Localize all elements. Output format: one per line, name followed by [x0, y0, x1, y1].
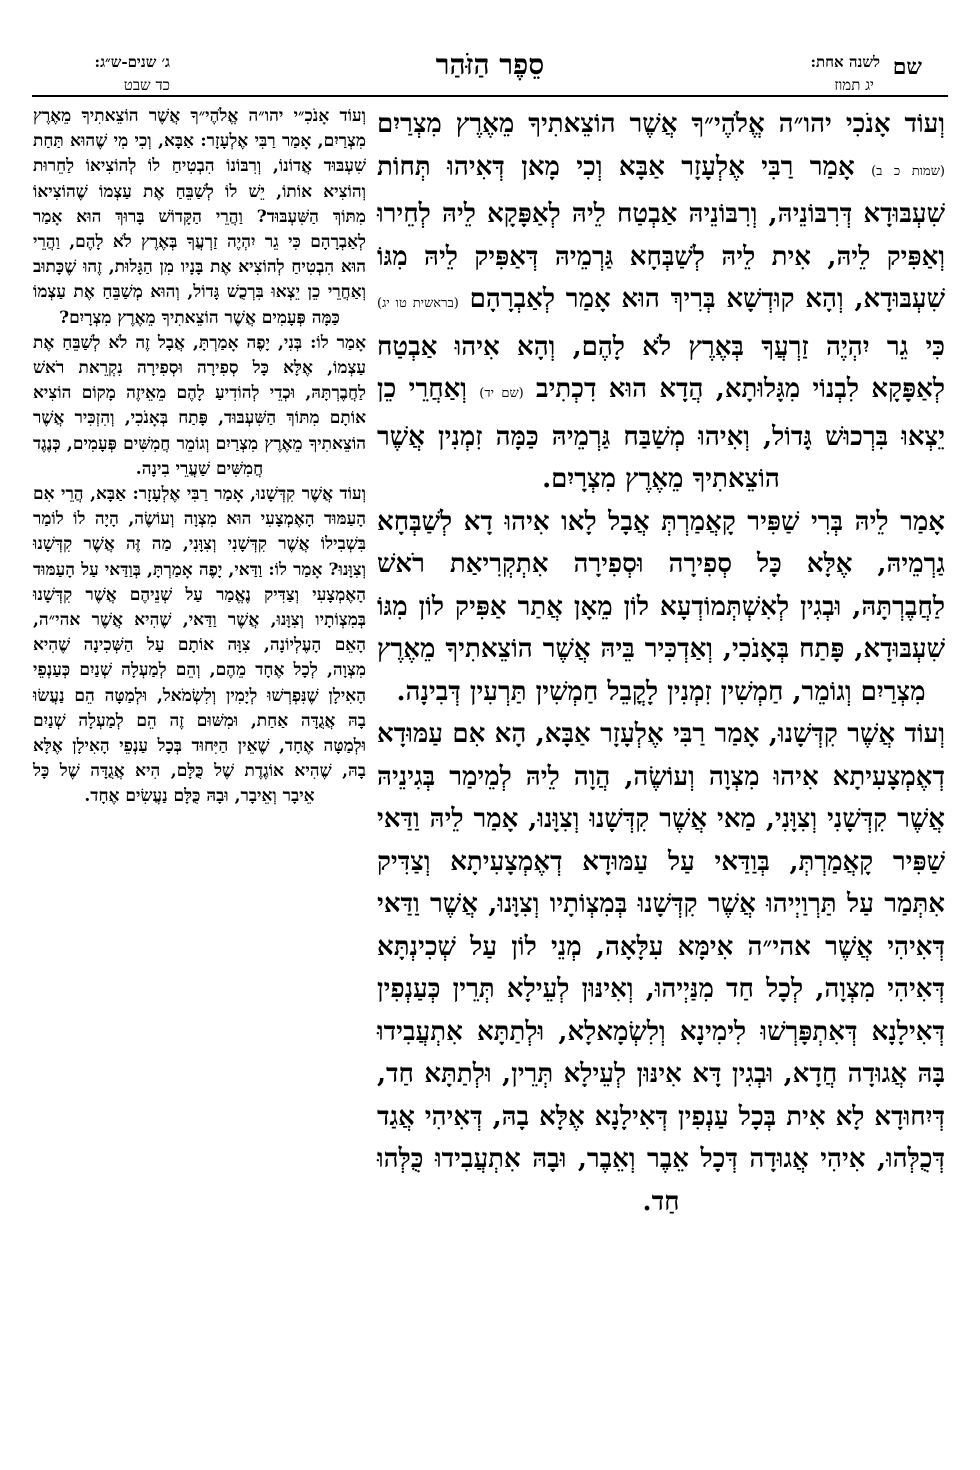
header-name: שם: [892, 54, 922, 80]
header-divider: [32, 95, 948, 97]
paragraph-text: אָמַר לוֹ: בְּנִי, יָפֶה אָמַרְתָּ, אֲבָל זֶה לֹא לְשַׁבֵּחַ אֶת עַצְמוֹ, אֶלָּא כָּל סְפִירָה וּסְפִירָה נִקְרֵאת רֹאשׁ לַחֲבֶרְתָּהּ, וּכְדֵי לְהוֹדִיעַ לָהֶם מֵאֵיזֶה מָקוֹם הוֹצִיא אוֹתָם מִתּוֹךְ הַשִּׁעְבּוּד, פָּתַח בְּאָנֹכִי, וְהִזְכִּיר אֲשֶׁר הוֹצֵאתִיךָ מֵאֶרֶץ מִצְרַיִם וְגוֹמֵר חֲמִשִּׁים פְּעָמִים, כְּנֶגֶד חֲמִשִּׁים שַׁעֲרֵי בִינָה.: [33, 332, 366, 479]
header-section: ג׳ שנים-ש״ג:: [94, 53, 170, 71]
main-paragraph: [377, 713, 945, 1223]
side-paragraph: [33, 482, 366, 810]
header-date-right: יג תמוז: [834, 76, 874, 94]
main-paragraph: [377, 103, 945, 501]
page-title: סֵפֶר הַזֹּהַר: [435, 48, 545, 81]
verse-citation: (שמות כ ב): [871, 163, 945, 179]
paragraph-text: וְאַחֲרֵי כֵן יֵצְאוּ בִּרְכוּשׁ גָּדוֹל, וְאִיהוּ מְשַׁבַּח גַּרְמֵיהּ כַּמָּה זִמְנִין אֲשֶׁר הוֹצֵאתִיךָ מֵאֶרֶץ מִצְרָיִם.: [377, 374, 945, 494]
header-date-left: כד שבט: [123, 76, 170, 94]
side-paragraph: [33, 331, 366, 482]
side-paragraph: [33, 104, 366, 331]
header-one-year-label: לשנה אחת:: [810, 53, 880, 71]
translation-column: [33, 104, 366, 810]
paragraph-text: אָמַר לֵיהּ בְּרִי שַׁפִּיר קָאֲמַרְתְּ אֲבָל לָאו אִיהוּ דָא לְשַׁבְּחָא גַרְמֵיהּ, אֶלָּא כָּל סְפִירָה וּסְפִירָה אִתְקְרִיאַת רֹאשׁ לַחֲבֶרְתָּהּ, וּבְגִין לְאִשְׁתְּמוֹדְעָא לוֹן מֵאָן אֲתַר אַפִּיק לוֹן מִגּוֹ שִׁעְבּוּדָא, פָּתַח בְּאָנֹכִי, וְאַדְכִּיר בֵּיהּ אֲשֶׁר הוֹצֵאתִיךָ מֵאֶרֶץ מִצְרַיִם וְגוֹמֵר, חַמְשִׁין זִמְנִין לָקֳבֵל חַמְשִׁין תַּרְעִין דְּבִינָה.: [377, 506, 945, 707]
verse-citation: (בראשית טו יג): [377, 296, 459, 311]
paragraph-text: וְעוֹד אָנֹכִי יהו״ה אֱלֹהֶי״ךָ אֲשֶׁר הוֹצֵאתִיךָ מֵאֶרֶץ מִצְרַיִם: [377, 109, 945, 139]
paragraph-text: כִּי גֵר יִהְיֶה זַרְעֲךָ בְּאֶרֶץ לֹא לָהֶם, וְהָא אִיהוּ אַבְטַח לְאַפָּקָא לִבְנוֹי מִגָּלוּתָא, הֲדָא הוּא דִכְתִיב: [377, 331, 945, 404]
paragraph-text: וְעוֹד אֲשֶׁר קִדְּשָׁנוּ, אָמַר רַבִּי אֶלְעָזָר אַבָּא, הָא אִם עַמּוּדָא דְאֶמְצָעִיתָא אִיהוּ מִצְוָה וְעוֹשֶׂה, הֲוָה לֵיהּ לְמֵימַר בְּגִינֵיהּ אֲשֶׁר קִדְּשָׁנִי וְצִוָּנִי, מַאי אֲשֶׁר קִדְּשָׁנוּ וְצִוָּנוּ, אָמַר לֵיהּ וַדַּאי שַׁפִּיר קָאֲמַרְתְּ, בְּוַדַּאי עַל עַמּוּדָא דְאֶמְצָעִיתָא וְצַדִּיק אִתְּמַר עַל תַּרְוַיְיהוּ אֲשֶׁר קִדְּשָׁנוּ בְּמִצְוֹתָיו וְצִוָּנוּ, אֲשֶׁר וַדַּאי דְּאִיהִי אֲשֶׁר אהי״ה אִימָּא עִלָּאָה, מְנֵי לוֹן עַל שְׁכִינְתָּא דְּאִיהִי מִצְוָה, לְכָל חַד מִנַּיְיהוּ, וְאִינּוּן לְעֵילָא תְּרֵין כְּעַנְפִין דְּאִילָנָא דְּאִתְפָּרְשׁוּ לִימִינָא וְלִשְׂמָאלָא, וּלְתַתָּא אִתְעֲבִידוּ בָּהּ אֲגוּדָה חֲדָא, וּבְגִין דָּא אִינּוּן לְעֵילָא תְּרֵין, וּלְתַתָּא חַד, דְּיִחוּדָא לָא אִית בְּכָל עַנְפִין דְּאִילָנָא אֶלָּא בָהּ, דְּאִיהִי אֲגַד דְּכֻלְּהוּ, אִיהִי אֲגוּדָה דְּכָל אֵבֶר וְאֵבֶר, וּבָהּ אִתְעֲבִידוּ כֻּלְּהוּ חַד.: [377, 719, 945, 1217]
paragraph-text: וְעוֹד אֲשֶׁר קִדְּשָׁנוּ, אָמַר רַבִּי אֶלְעָזָר: אַבָּא, הֲרֵי אִם הָעַמּוּד הָאֶמְצָעִי הוּא מִצְוָה וְעוֹשֶׂה, הָיָה לוֹ לוֹמַר בִּשְׁבִילוֹ אֲשֶׁר קִדְּשָׁנִי וְצִוָּנִי, מַה זֶּה אֲשֶׁר קִדְּשָׁנוּ וְצִוָּנוּ? אָמַר לוֹ: וַדַּאי, יָפֶה אָמַרְתָּ, בְּוַדַּאי עַל הָעַמּוּד הָאֶמְצָעִי וְצַדִּיק נֶאֱמַר עַל שְׁנֵיהֶם אֲשֶׁר קִדְּשָׁנוּ בְּמִצְוֹתָיו וְצִוָּנוּ, אֲשֶׁר וַדַּאי, שֶׁהִיא אֲשֶׁר אהי״ה, הָאֵם הָעֶלְיוֹנָה, צִוָּה אוֹתָם עַל הַשְּׁכִינָה שֶׁהִיא מִצְוָה, לְכָל אֶחָד מֵהֶם, וְהֵם לְמַעְלָה שְׁנַיִם כְּעַנְפֵי הָאִילָן שֶׁנִּפְרְשׁוּ לְיָמִין וְלִשְׂמֹאל, וּלְמַטָּה הֵם נַעֲשׂוּ בָהּ אֲגֻדָּה אַחַת, וּמִשּׁוּם זֶה הֵם לְמַעְלָה שְׁנַיִם וּלְמַטָּה אֶחָד, שֶׁאֵין הַיִּחוּד בְּכָל עַנְפֵי הָאִילָן אֶלָּא בָהּ, שֶׁהִיא אוֹגֶדֶת שֶׁל כֻּלָּם, הִיא אֲגֻדָּה שֶׁל כָּל אֵיבָר וְאֵיבָר, וּבָהּ כֻּלָּם נַעֲשִׂים אֶחָד.: [33, 484, 366, 807]
paragraph-text: וְעוֹד אָנֹכִ״י יהו״ה אֱלֹהֶי״ךָ אֲשֶׁר הוֹצֵאתִיךָ מֵאֶרֶץ מִצְרַיִם, אָמַר רַבִּי אֶלְעָזָר: אַבָּא, וְכִי מִי שֶׁהוּא תַּחַת שִׁעְבּוּד אֲדוֹנוֹ, וְרִבּוֹנוֹ הִבְטִיחַ לוֹ לְהוֹצִיאוֹ לַחֵרוּת וְהוֹצִיא אוֹתוֹ, יֵשׁ לוֹ לְשַׁבֵּחַ אֶת עַצְמוֹ שֶׁהוֹצִיאוֹ מִתּוֹךְ הַשִּׁעְבּוּד? וַהֲרֵי הַקָּדוֹשׁ בָּרוּךְ הוּא אָמַר לְאַבְרָהָם כִּי גֵר יִהְיֶה זַרְעֲךָ בְּאֶרֶץ לֹא לָהֶם, וַהֲרֵי הוּא הִבְטִיחַ לְהוֹצִיא אֶת בָּנָיו מִן הַגָּלוּת, זֶהוּ שֶׁכָּתוּב וְאַחֲרֵי כֵן יֵצְאוּ בִּרְכֻשׁ גָּדוֹל, וְהוּא מְשַׁבֵּחַ אֶת עַצְמוֹ כַּמָּה פְּעָמִים אֲשֶׁר הוֹצֵאתִיךָ מֵאֶרֶץ מִצְרָיִם?: [33, 106, 366, 328]
main-column: [377, 103, 945, 1223]
main-paragraph: [377, 501, 945, 714]
paragraph-text: אָמַר רַבִּי אֶלְעָזָר אַבָּא וְכִי מָאן דְּאִיהוּ תְּחוֹת שִׁעְבּוּדָא דְּרִבּוֹנֵיהּ, וְרִבּוֹנֵיהּ אַבְטַח לֵיהּ לְאַפָּקָא לֵיהּ לְחֵירוּ וְאַפִּיק לֵיהּ, אִית לֵיהּ לְשַׁבְּחָא גַּרְמֵיהּ דְּאַפִּיק לֵיהּ מִגּוֹ שִׁעְבּוּדָא, וְהָא קוּדְשָׁא בְּרִיךְ הוּא אָמַר לְאַבְרָהָם: [377, 151, 946, 314]
verse-citation: (שם יד): [479, 386, 524, 401]
